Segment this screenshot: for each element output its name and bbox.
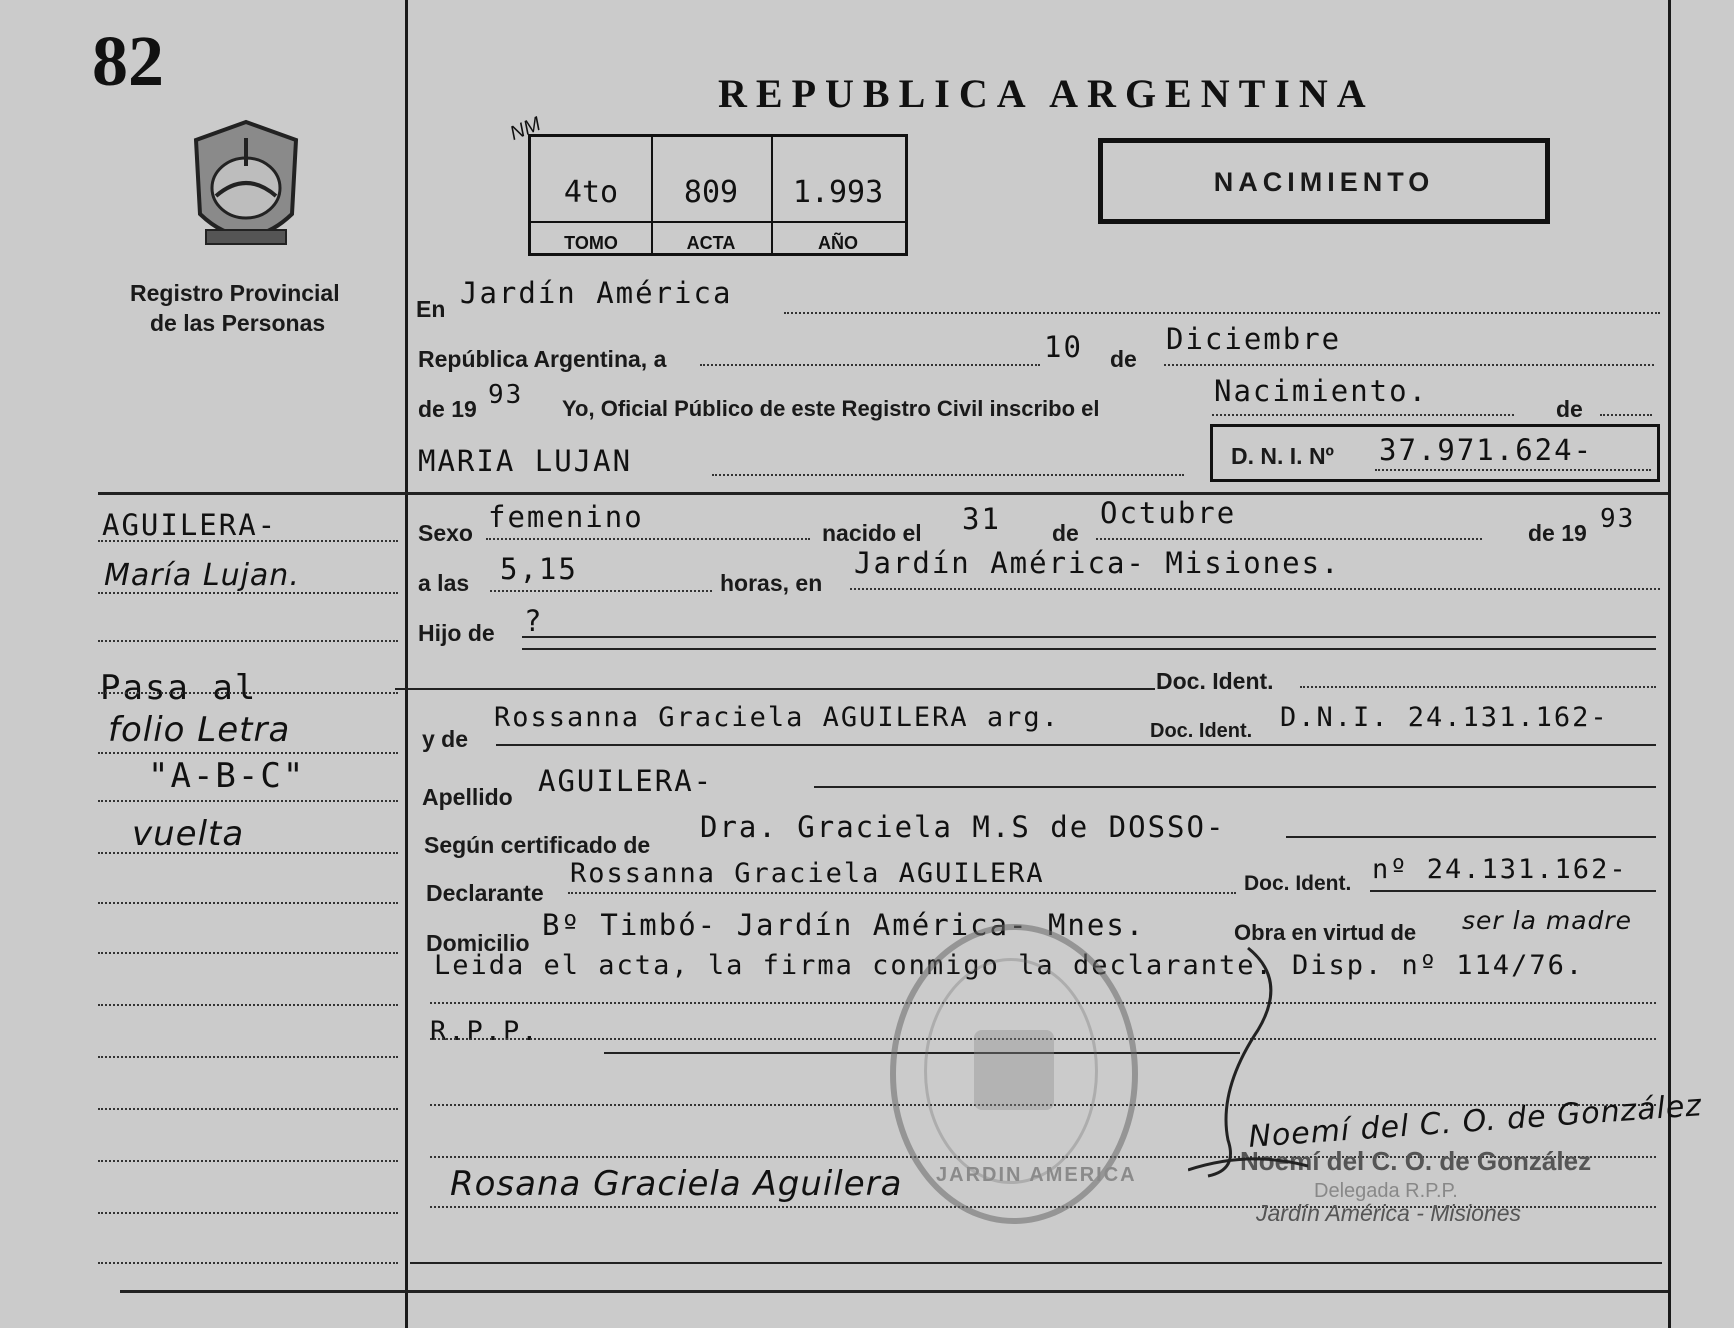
segun-label: Según certificado de <box>424 832 651 858</box>
dotted-line <box>784 312 1660 314</box>
tomo-value: 4to <box>563 175 619 210</box>
registry-line2: de las Personas <box>150 310 326 336</box>
official-seal <box>890 924 1138 1224</box>
dotted-line <box>98 752 398 754</box>
horas-en-label: horas, en <box>720 570 823 596</box>
signature-flourish <box>1188 940 1308 1180</box>
dotted-line <box>98 692 398 694</box>
apellido-value: AGUILERA- <box>538 764 714 798</box>
dotted-line <box>1096 538 1482 540</box>
anio-label: AÑO <box>818 233 858 253</box>
doc-ident-label: Doc. Ident. <box>1156 668 1274 694</box>
note-line-1: Leida el acta, la firma conmigo la declarante. Disp. nº 114/76. <box>434 950 1585 981</box>
domicilio-label: Domicilio <box>426 930 530 956</box>
de-label-2: de <box>1556 396 1583 422</box>
dotted-line <box>1164 364 1654 366</box>
mother-name: Rossanna Graciela AGUILERA arg. <box>494 702 1060 733</box>
rule-line <box>522 636 1656 638</box>
dotted-line <box>98 1212 398 1214</box>
right-border <box>1668 0 1671 1328</box>
nm-mark: NM <box>506 113 544 146</box>
rule-line <box>410 1262 1662 1264</box>
dotted-line <box>1212 414 1514 416</box>
dni-label: D. N. I. Nº <box>1231 443 1334 469</box>
declarant-signature: Rosana Graciela Aguilera <box>450 1164 903 1204</box>
sexo-value: femenino <box>488 500 644 534</box>
obra-label: Obra en virtud de <box>1234 920 1417 945</box>
rule-line <box>1370 890 1656 892</box>
dotted-line <box>700 364 1040 366</box>
certificado-value: Dra. Graciela M.S de DOSSO- <box>700 810 1226 844</box>
dotted-line <box>1300 686 1656 688</box>
official-signature: Noemí del C. O. de González <box>1247 1088 1704 1155</box>
dotted-line <box>568 892 1236 894</box>
rule-line <box>814 786 1656 788</box>
dotted-line <box>98 1262 398 1264</box>
domicilio-value: Bº Timbó- Jardín América- Mnes. <box>542 908 1146 942</box>
republica-label: República Argentina, a <box>418 346 667 372</box>
sexo-label: Sexo <box>418 520 473 546</box>
y-de-label: y de <box>422 726 469 752</box>
registry-line1: Registro Provincial <box>130 280 340 306</box>
rule-line <box>496 744 1656 746</box>
dotted-line <box>98 852 398 854</box>
dotted-line <box>98 540 398 542</box>
note-line-2: R.P.P. <box>430 1016 540 1047</box>
doc-ident-label-2: Doc. Ident. <box>1150 720 1253 742</box>
dotted-line <box>98 800 398 802</box>
dotted-line <box>98 1160 398 1162</box>
father-value: ? <box>524 604 544 638</box>
dotted-line <box>98 952 398 954</box>
margin-surname: AGUILERA- <box>102 508 278 542</box>
hijo-label: Hijo de <box>418 620 495 646</box>
bottom-rule <box>120 1290 1668 1293</box>
rule-line <box>522 648 1656 650</box>
tomo-label: TOMO <box>564 233 618 253</box>
en-label: En <box>416 296 446 322</box>
dotted-line <box>490 590 712 592</box>
margin-pass-4: vuelta <box>132 814 245 854</box>
official-name: Noemí del C. O. de González <box>1240 1146 1592 1176</box>
acto-value: Nacimiento. <box>1214 374 1429 408</box>
record-type: NACIMIENTO <box>1213 167 1435 197</box>
dotted-line <box>98 592 398 594</box>
child-name: MARIA LUJAN <box>418 444 633 478</box>
column-divider <box>405 0 408 1328</box>
margin-pass-1: Pasa al <box>100 668 258 708</box>
de-label-3: de <box>1052 520 1079 546</box>
obra-value: ser la madre <box>1462 906 1633 935</box>
dotted-line <box>1600 414 1652 416</box>
hora-value: 5,15 <box>500 552 578 586</box>
official-place: Jardín América - Misiones <box>1256 1200 1522 1226</box>
dotted-line <box>1375 469 1651 471</box>
declarante-doc: nº 24.131.162- <box>1372 854 1628 885</box>
de19-label: de 19 <box>418 396 477 422</box>
acta-value: 809 <box>683 175 739 210</box>
margin-pass-3: "A-B-C" <box>148 756 306 796</box>
page-number: 82 <box>92 21 164 101</box>
anio-value: 1.993 <box>792 175 884 210</box>
doc-ident-label-3: Doc. Ident. <box>1244 872 1352 895</box>
month-value: Diciembre <box>1166 322 1342 356</box>
birth-year-suffix: 93 <box>1600 504 1636 534</box>
declarante-value: Rossanna Graciela AGUILERA <box>570 858 1045 889</box>
nacido-label: nacido el <box>822 520 922 546</box>
day-value: 10 <box>1044 330 1083 364</box>
de-label-1: de <box>1110 346 1137 372</box>
rule-line <box>1286 836 1656 838</box>
official-role: Delegada R.P.P. <box>1314 1180 1458 1202</box>
provincial-crest-icon <box>184 118 308 260</box>
left-header-rule <box>98 492 408 495</box>
year-suffix: 93 <box>488 380 524 410</box>
dotted-line <box>486 538 810 540</box>
record-id-grid <box>528 134 908 256</box>
margin-pass-2: folio Letra <box>108 710 291 750</box>
de19-label-2: de 19 <box>1528 520 1587 546</box>
margin-given-name: María Lujan. <box>104 558 300 593</box>
a-las-label: a las <box>418 570 470 596</box>
apellido-label: Apellido <box>422 784 513 810</box>
dotted-line <box>98 1108 398 1110</box>
dotted-line <box>98 640 398 642</box>
country-title: REPUBLICA ARGENTINA <box>718 71 1375 116</box>
declarante-label: Declarante <box>426 880 544 906</box>
dotted-line <box>98 902 398 904</box>
dni-box <box>1210 424 1660 482</box>
acta-label: ACTA <box>686 233 736 253</box>
dotted-line <box>98 1004 398 1006</box>
dotted-line <box>850 588 1660 590</box>
inscribo-label: Yo, Oficial Público de este Registro Civil inscribo el <box>562 396 1100 421</box>
en-value: Jardín América <box>460 276 733 310</box>
dni-value: 37.971.624- <box>1379 433 1594 467</box>
birth-day: 31 <box>962 502 1001 536</box>
header-rule <box>408 492 1668 495</box>
birth-place: Jardín América- Misiones. <box>854 546 1341 580</box>
seal-text: JARDIN AMERICA <box>936 1164 1137 1186</box>
rule-line <box>395 688 1155 690</box>
mother-doc: D.N.I. 24.131.162- <box>1280 702 1609 733</box>
record-type-box <box>1098 138 1550 224</box>
dotted-line <box>98 1056 398 1058</box>
birth-month: Octubre <box>1100 496 1237 530</box>
dotted-line <box>712 474 1184 476</box>
